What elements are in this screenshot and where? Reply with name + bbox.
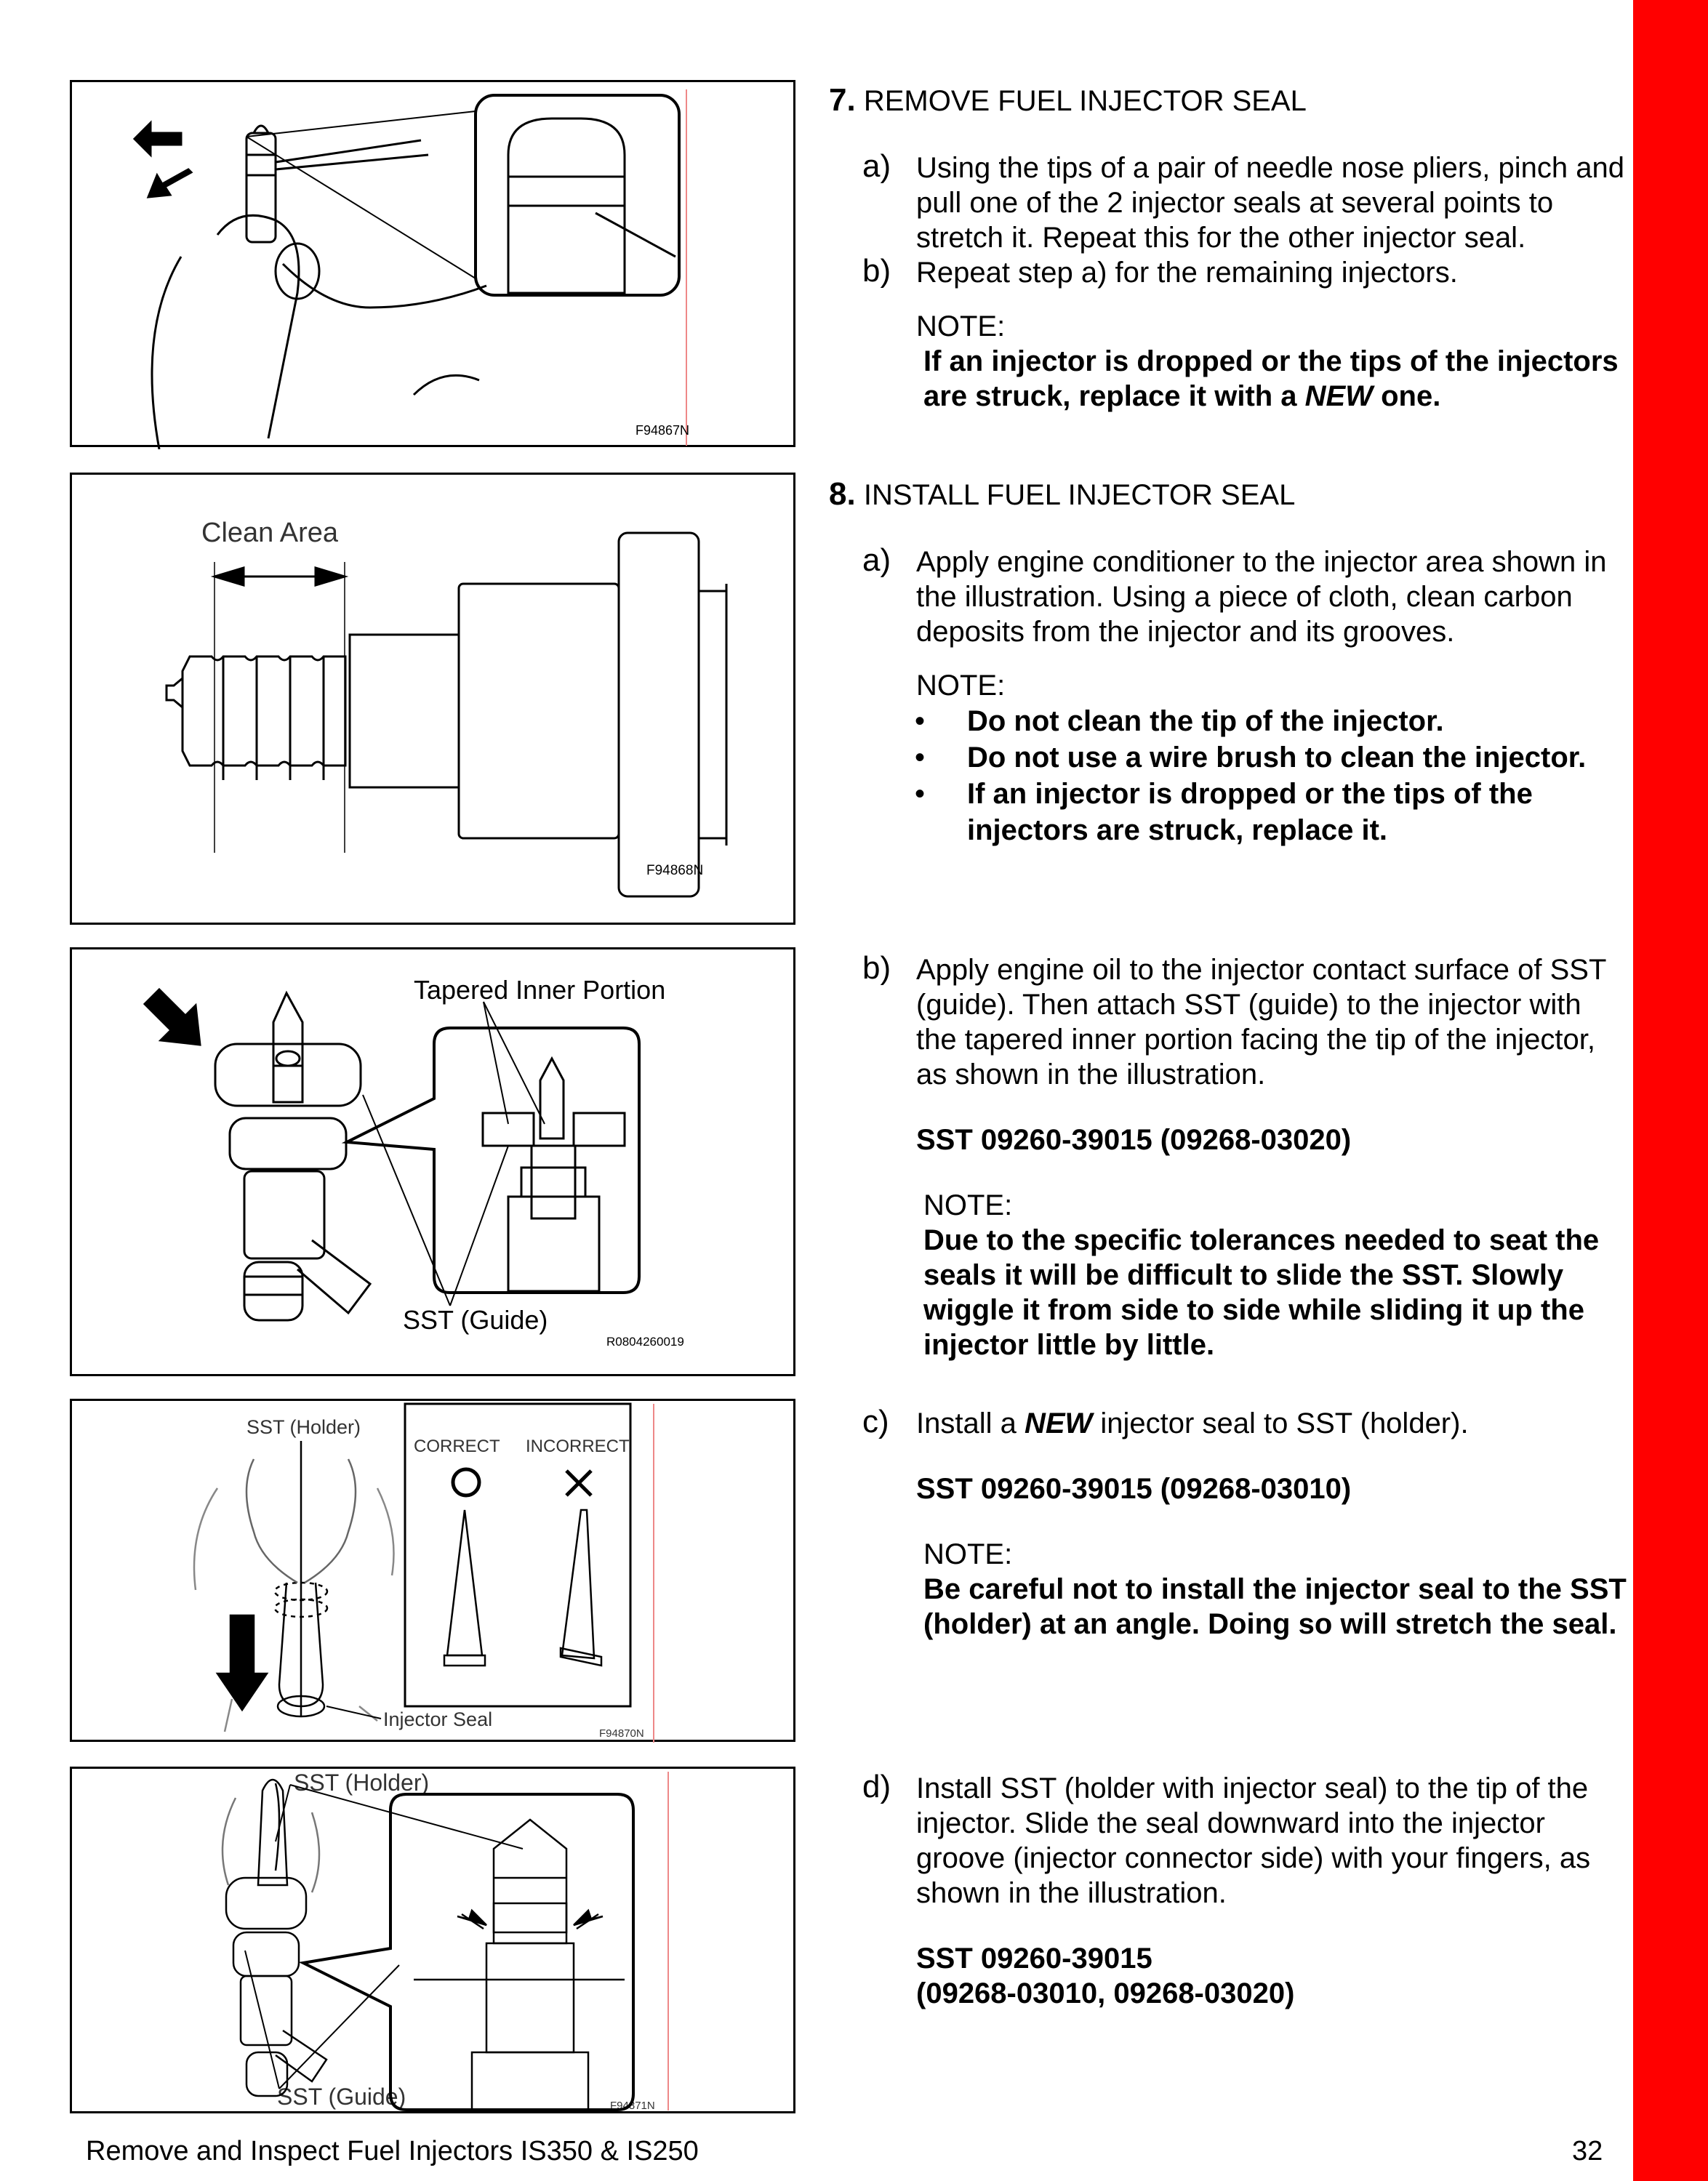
section-number: 7. [829, 82, 856, 118]
figure-sst-holder [70, 1399, 795, 1742]
step-7a [829, 150, 1629, 255]
step-8c-block [829, 1406, 1629, 1642]
sst-guide-label: SST (Guide) [403, 1305, 548, 1335]
note-text: Due to the specific tolerances needed to seat the seals it will be difficult to slide the SST. Slowly wiggle it from side to side while sliding it up the injector little by little. [923, 1224, 1600, 1361]
figure-remove-seal [70, 80, 795, 447]
step-text: Repeat step a) for the remaining injectors. [916, 257, 1458, 289]
note-emphasis: NEW [1304, 380, 1373, 412]
figure-code: F94868N [646, 863, 704, 878]
figure-code: F94871N [610, 2100, 655, 2112]
sst-number: SST 09260-39015 [916, 1943, 1152, 1975]
sst-guide-illustration [72, 949, 798, 1378]
tapered-inner-portion-label: Tapered Inner Portion [414, 975, 666, 1005]
figure-sst-guide [70, 947, 795, 1376]
step-text: Using the tips of a pair of needle nose pliers, pinch and pull one of the 2 injector seals at several points to stretch it. Repeat this for the other injector seal. [916, 152, 1624, 254]
note-text: Be careful not to install the injector seal to the SST (holder) at an angle. Doing so will stretch the seal. [923, 1573, 1627, 1640]
bullet-item: • Do not clean the tip of the injector. [967, 703, 1629, 739]
step-8d [829, 1771, 1629, 1911]
step-letter: a) [862, 542, 891, 578]
step-8b-block [829, 952, 1629, 1362]
note-label: NOTE: [916, 310, 1006, 342]
figure-code: R0804260019 [606, 1335, 684, 1349]
step-letter: c) [862, 1404, 889, 1439]
install-seal-illustration [72, 1769, 798, 2116]
step-7b [829, 255, 1629, 290]
section-7-heading [829, 83, 1629, 119]
step-letter: b) [862, 253, 891, 289]
injector-clean-area-illustration [72, 475, 798, 927]
step-8c [829, 1406, 1629, 1441]
step-letter: d) [862, 1769, 891, 1804]
step-text-end: injector seal to SST (holder). [1092, 1407, 1469, 1439]
step-emphasis: NEW [1024, 1407, 1093, 1439]
section-8 [829, 477, 1629, 848]
sst-holder-label: SST (Holder) [246, 1416, 361, 1438]
note-label: NOTE: [923, 1189, 1013, 1221]
step-letter: a) [862, 148, 891, 184]
sst-holder-illustration [72, 1401, 798, 1744]
bullet-item: • Do not use a wire brush to clean the injector. [967, 739, 1629, 776]
note-8c [829, 1537, 1629, 1642]
injector-seal-label: Injector Seal [383, 1708, 493, 1730]
red-side-bar [1633, 0, 1708, 2181]
step-text: Apply engine conditioner to the injector area shown in the illustration. Using a piece of cloth, clean carbon deposits from the injector and its grooves. [916, 546, 1607, 648]
page-number: 32 [1572, 2136, 1603, 2166]
step-8b [829, 952, 1629, 1092]
sst-number: SST 09260-39015 (09268-03020) [916, 1124, 1352, 1156]
step-text: Install a [916, 1407, 1025, 1439]
sst-holder-label: SST (Holder) [294, 1770, 430, 1796]
figure-install-seal [70, 1767, 795, 2113]
step-text: Install SST (holder with injector seal) to the tip of the injector. Slide the seal downward into the injector groove (injector connector side) with your fingers, as shown in the illustration. [916, 1772, 1591, 1909]
clean-area-label: Clean Area [201, 518, 339, 548]
footer-title: Remove and Inspect Fuel Injectors IS350 & IS250 [86, 2136, 699, 2166]
incorrect-label: INCORRECT [526, 1437, 630, 1456]
step-8d-block [829, 1771, 1629, 2011]
sst-number: SST 09260-39015 (09268-03010) [916, 1473, 1352, 1505]
note-8b [829, 1188, 1629, 1362]
step-letter: b) [862, 950, 891, 986]
note-label: NOTE: [923, 1538, 1013, 1570]
sst-number-sub: (09268-03010, 09268-03020) [916, 1977, 1295, 2009]
sst-guide-label: SST (Guide) [277, 2084, 406, 2110]
section-7 [829, 83, 1629, 414]
section-number: 8. [829, 476, 856, 512]
note-8a-label [829, 668, 1629, 703]
note-label: NOTE: [916, 670, 1006, 702]
step-8a [829, 542, 1629, 649]
figure-code: F94870N [599, 1727, 644, 1740]
bullet-item: • If an injector is dropped or the tips of the injectors are struck, replace it. [967, 776, 1629, 848]
section-title: REMOVE FUEL INJECTOR SEAL [863, 85, 1307, 117]
step-text: Apply engine oil to the injector contact surface of SST (guide). Then attach SST (guide) to the injector with the tapered inner portion facing the tip of the injector, as shown in the illustration. [916, 954, 1606, 1090]
figure-code: F94867N [636, 423, 690, 438]
note-text: If an injector is dropped or the tips of the injectors are struck, replace it with a [923, 345, 1619, 412]
pliers-illustration [72, 82, 798, 449]
note-7 [829, 309, 1629, 414]
section-title: INSTALL FUEL INJECTOR SEAL [863, 479, 1296, 511]
correct-label: CORRECT [414, 1437, 500, 1456]
note-8a-bullets [829, 703, 1629, 848]
note-text-end: one. [1373, 380, 1441, 412]
figure-clean-area [70, 473, 795, 925]
section-8-heading [829, 477, 1629, 513]
